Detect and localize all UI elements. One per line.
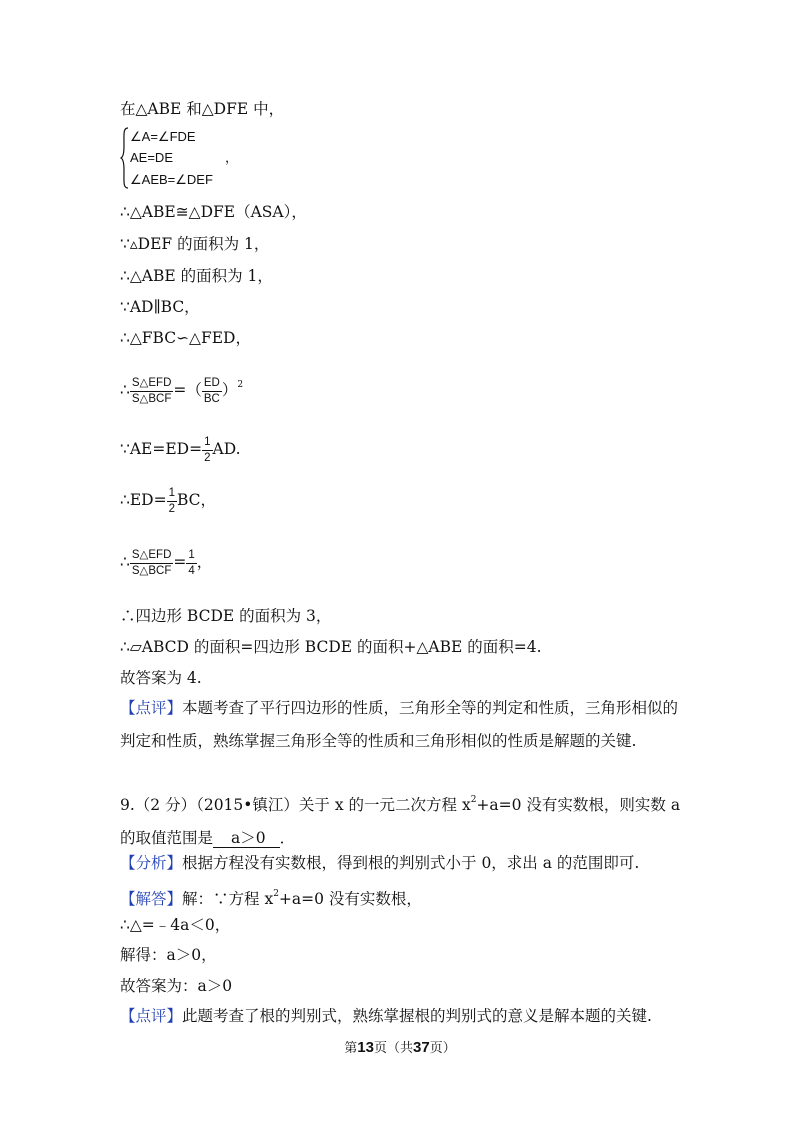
text-line: ∴△=﹣4a＜0， [120,916,231,934]
denominator: 2 [168,502,175,515]
text-line: ∵▵DEF 的面积为 1， [120,235,270,253]
numerator: 1 [167,486,177,502]
solution-line [120,883,422,910]
formula-ed [120,483,216,517]
exponent: 2 [237,380,244,390]
numerator: 1 [186,548,196,564]
denominator: S△BCF [131,392,172,405]
review-text: 此题考查了根的判别式，熟练掌握根的判别式的意义是解本题的关键. [182,1007,652,1025]
text-line: ∴△ABE≅△DFE（ASA）， [120,203,307,221]
formula-text: AD. [212,440,241,458]
text-line: ∵AD∥BC， [120,298,200,316]
fraction [202,435,212,466]
analysis-tag: 【分析】 [120,854,183,872]
review-tag: 【点评】 [120,699,183,717]
therefore-symbol: ∴ [120,381,130,399]
solution-tag: 【解答】 [120,890,183,908]
question-text: +a=0 没有实数根，则实数 a 的取值范围是 [120,796,681,847]
formula-text: BC， [177,491,217,509]
fraction [186,548,196,579]
analysis-text: 根据方程没有实数根，得到根的判别式小于 0，求出 a 的范围即可. [182,854,640,872]
fraction [167,486,177,517]
system-comma: ， [225,150,239,165]
fraction [130,376,174,407]
fraction [202,376,222,407]
system-row: ∠AEB=∠DEF [130,172,213,187]
denominator: 2 [204,451,211,464]
denominator: S△BCF [131,564,172,577]
page-footer [0,1039,800,1058]
page-total: 37 [413,1039,430,1056]
text-line: ∴△ABE 的面积为 1， [120,267,273,285]
denominator: 4 [188,564,195,577]
formula-text: ， [196,553,213,571]
system-row: AE=DE [130,150,173,165]
formula-text: =（ [173,381,202,399]
review-paragraph [120,692,685,758]
formula-text: ） [221,381,238,399]
fraction [130,548,174,579]
formula-text: ∵AE=ED= [120,440,203,458]
text-line: ∴四边形 BCDE 的面积为 3， [120,607,332,625]
exponent: 2 [273,889,279,899]
footer-text: 页） [429,1041,456,1056]
solution-text: 解：∵方程 x [182,890,274,908]
equation-system [120,126,240,190]
question-9-stem [120,784,685,855]
numerator: S△EFD [130,548,174,564]
formula-text: = [173,553,187,571]
denominator: BC [203,392,220,405]
text-line: 解得：a＞0， [120,946,217,964]
brace-icon [120,126,130,190]
formula-ratio-square [120,368,243,407]
formula-area-ratio [120,545,212,579]
formula-ae-ed [120,432,241,466]
numerator: ED [202,376,222,392]
text-line: ∴△FBC∽△FED， [120,329,251,347]
numerator: S△EFD [130,376,174,392]
footer-text: 页（共 [373,1041,413,1056]
review-line [120,1005,652,1027]
system-row: ∠A=∠FDE [130,129,196,144]
exponent: 2 [470,795,477,805]
text-line: 故答案为：a＞0 [120,977,233,995]
footer-text: 第 [344,1041,358,1056]
formula-text: ∴ED= [120,491,167,509]
solution-text: +a=0 没有实数根， [278,890,422,908]
therefore-symbol: ∴ [120,553,130,571]
analysis-line [120,852,639,874]
text-line: 在△ABE 和△DFE 中， [120,100,285,118]
review-text: 本题考查了平行四边形的性质，三角形全等的判定和性质，三角形相似的判定和性质，熟练掌握三角形全等的性质和三角形相似的性质是解题的关键. [120,699,679,750]
question-text: ． [279,829,296,847]
numerator: 1 [202,435,212,451]
text-line: 故答案为 4. [120,669,202,687]
question-text: 9.（2 分）（2015•镇江）关于 x 的一元二次方程 x [120,796,471,814]
text-line: ∴▱ABCD 的面积=四边形 BCDE 的面积+△ABE 的面积=4. [120,638,542,656]
answer-blank: a＞0 [213,829,280,848]
review-tag: 【点评】 [120,1007,183,1025]
page-number: 13 [357,1039,374,1056]
